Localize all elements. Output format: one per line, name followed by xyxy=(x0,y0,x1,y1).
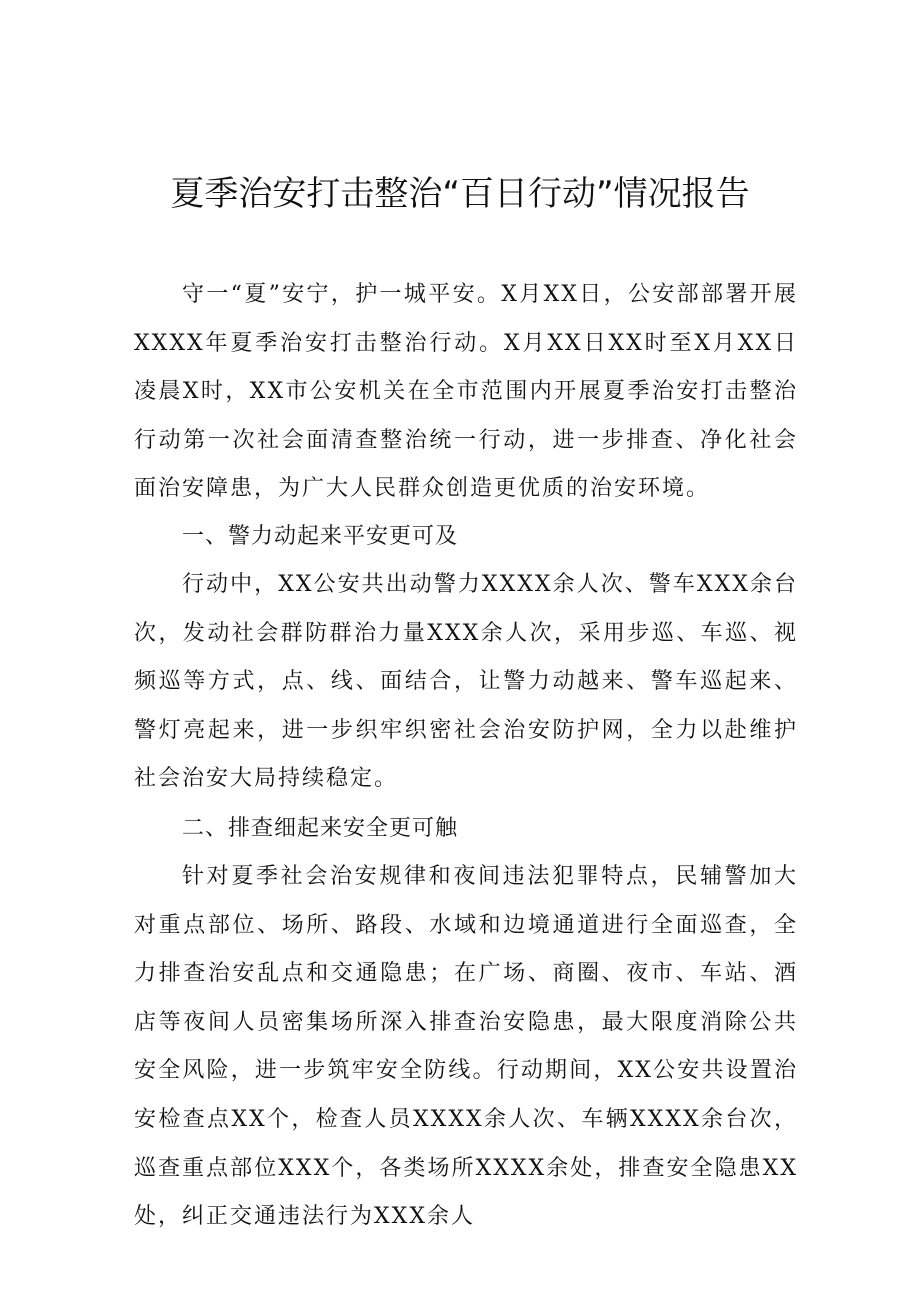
document-title: 夏季治安打击整治“百日行动”情况报告 xyxy=(170,174,750,214)
section-body-2: 针对夏季社会治安规律和夜间违法犯罪特点，民辅警加大对重点部位、场所、路段、水域和边境通道进行全面巡查，全力排查治安乱点和交通隐患；在广场、商圈、夜市、车站、酒店等夜间人员密集场所深入排查治安隐患，最大限度消除公共安全风险，进一步筑牢安全防线。行动期间，XX公安共设置治安检查点XX个，检查人员XXXX余人次、车辆XXXX余台次，巡查重点部位XXX个，各类场所XXXX余处，排查安全隐患XX处，纠正交通违法行为XXX余人 xyxy=(134,864,798,1230)
section-heading-1: 一、警力动起来平安更可及 xyxy=(182,524,459,549)
intro-paragraph: 守一“夏”安宁，护一城平安。X月XX日，公安部部署开展XXXX年夏季治安打击整治行动。X月XX日XX时至X月XX日凌晨X时，XX市公安机关在全市范围内开展夏季治安打击整治行动第一次社会面清查整治统一行动，进一步排查、净化社会面治安障患，为广大人民群众创造更优质的治安环境。 xyxy=(134,282,798,502)
section-heading-2: 二、排查细起来安全更可触 xyxy=(182,816,459,841)
section-body-1: 行动中，XX公安共出动警力XXXX余人次、警车XXX余台次，发动社会群防群治力量XXX余人次，采用步巡、车巡、视频巡等方式，点、线、面结合，让警力动越来、警车巡起来、警灯亮起来，进一步织牢织密社会治安防护网，全力以赴维护社会治安大局持续稳定。 xyxy=(134,572,798,792)
